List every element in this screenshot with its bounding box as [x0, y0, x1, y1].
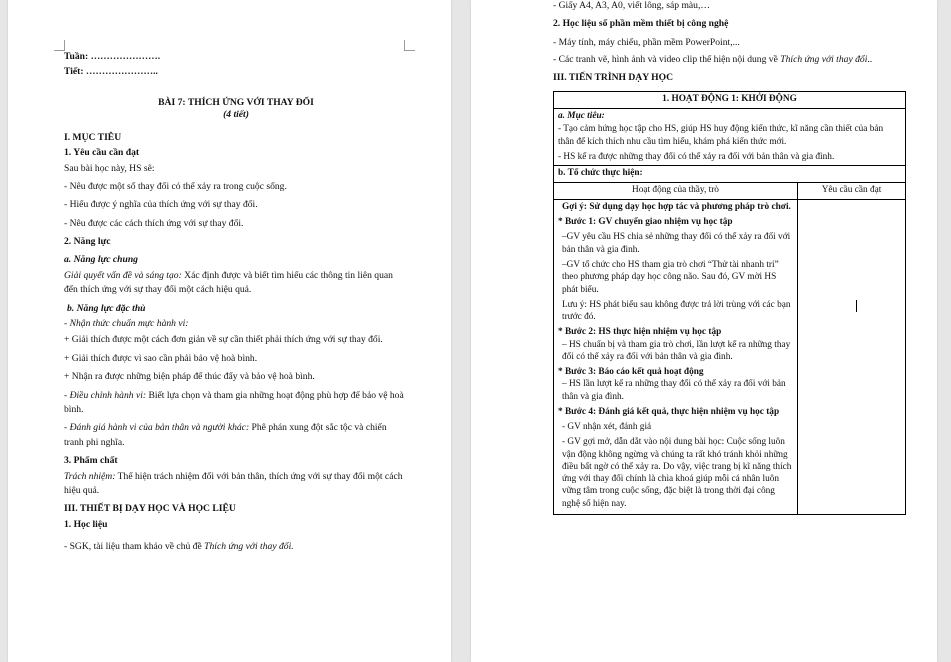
table-row [554, 108, 906, 165]
step-3-item: – HS lần lượt kể ra những thay đổi có thể xảy ra đối với bản thân và gia đình. [562, 379, 786, 402]
hint-text: Gợi ý: Sử dụng dạy học hợp tác và phương pháp trò chơi. [562, 201, 791, 212]
intro-text: Sau bài học này, HS sẽ: [64, 162, 155, 174]
behavior-adjust-body: Biết lựa chọn và tham gia những hoạt động phù hợp để bảo vệ hoà bình. [64, 389, 404, 415]
media-text [553, 54, 905, 66]
step-1-heading: * Bước 1: GV chuyển giao nhiệm vụ học tập [558, 217, 733, 228]
text-cursor [856, 300, 857, 312]
activity-title: 1. HOẠT ĐỘNG 1: KHỞI ĐỘNG [554, 92, 906, 109]
table-row [554, 92, 906, 109]
step-2-item: – HS chuẩn bị và tham gia trò chơi, lần lượt kể ra những thay đổi có thể xảy ra đối với bản thân và gia đình. [562, 339, 791, 362]
lesson-title: BÀI 7: THÍCH ỨNG VỚI THAY ĐỔI [158, 96, 314, 108]
heading-requirements: 1. Yêu cầu cần đạt [64, 147, 140, 159]
heading-teaching-process: III. TIẾN TRÌNH DẠY HỌC [553, 71, 674, 83]
awareness-item: + Giải thích được một cách đơn giản về sự cần thiết phải thích ứng với sự thay đổi. [64, 334, 383, 346]
document-page-1 [8, 0, 451, 662]
column-header-requirements: Yêu cầu cần đạt [798, 182, 906, 199]
awareness-label: - Nhận thức chuẩn mực hành vi: [64, 318, 189, 330]
goal-item: - Nêu được các cách thích ứng với sự thay đổi. [64, 217, 244, 229]
heading-equipment: III. THIẾT BỊ DẠY HỌC VÀ HỌC LIỆU [64, 503, 236, 515]
textbook-topic: Thích ứng với thay đổi. [204, 541, 294, 553]
table-header-row [554, 182, 906, 199]
objective-item: - HS kể ra được những thay đổi có thể xảy ra đối với bản thân và gia đình. [558, 151, 835, 162]
general-competency-text [64, 269, 408, 298]
behavior-evaluate-text [64, 421, 408, 450]
awareness-item: + Nhận ra được những biện pháp để thúc đẩy và bảo vệ hoà bình. [64, 371, 315, 383]
step-1-item: –GV yêu cầu HS chia sẻ những thay đổi có thể xảy ra đối với bản thân và gia đình. [562, 232, 791, 255]
behavior-adjust-label: - Điều chỉnh hành vi: [64, 389, 147, 401]
page-2-content [553, 0, 905, 515]
step-1-item: –GV tổ chức cho HS tham gia trò chơi “Thử tài nhanh trí” theo phương pháp dạy học công não. Sau đó, GV mời HS phát biểu. [562, 259, 779, 295]
responsibility-label: Trách nhiệm: [64, 470, 116, 482]
table-row [554, 199, 906, 514]
responsibility-text [64, 470, 408, 499]
activity-table [553, 91, 906, 515]
textbook-body: - SGK, tài liệu tham khảo về chủ đề [64, 541, 205, 553]
heading-competencies: 2. Năng lực [64, 236, 111, 248]
heading-qualities: 3. Phẩm chất [64, 455, 118, 467]
heading-specific-competency: b. Năng lực đặc thù [67, 302, 146, 314]
week-line: Tuần: …………………. [64, 51, 161, 62]
step-2-heading: * Bước 2: HS thực hiện nhiệm vụ học tập [558, 327, 722, 338]
media-body: - Các tranh vẽ, hình ảnh và video clip thể hiện nội dung về [553, 54, 781, 66]
organization-label: b. Tổ chức thực hiện: [554, 166, 906, 183]
step-4-item: - GV nhận xét, đánh giá [562, 422, 652, 433]
note-text: Lưu ý: HS phát biểu sau không được trả lời trùng với các bạn trước đó. [562, 299, 791, 323]
awareness-item: + Giải thích được vì sao cần phải bảo vệ hoà bình. [64, 352, 258, 364]
document-page-2 [471, 0, 937, 662]
heading-digital-materials: 2. Học liệu số phần mềm thiết bị công nghệ [553, 18, 729, 30]
heading-objectives: I. MỤC TIÊU [64, 131, 122, 143]
goal-item: - Nêu được một số thay đổi có thể xảy ra trong cuộc sống. [64, 180, 287, 192]
page-1-content [64, 50, 408, 558]
objective-item: - Tạo cảm hứng học tập cho HS, giúp HS huy động kiến thức, kĩ năng cần thiết của bản thân để kích thích nhu cầu tìm hiểu, khám phá kiến thức mới. [558, 124, 884, 147]
requirements-cell[interactable] [798, 199, 906, 514]
lesson-subtitle: (4 tiết) [223, 109, 249, 121]
general-competency-label: Giải quyết vấn đề và sáng tạo: [64, 269, 182, 281]
devices-text: - Máy tính, máy chiếu, phần mềm PowerPoint,... [553, 36, 740, 48]
behavior-evaluate-label: - Đánh giá hành vi của bản thân và người khác: [64, 422, 250, 434]
behavior-adjust-text [64, 389, 408, 418]
general-competency-body: Xác định được và biết tìm hiểu các thông tin liên quan đến thích ứng với sự thay đổi một cách hiệu quả. [64, 269, 393, 296]
lesson-period-line: Tiết: ………………….. [64, 66, 158, 78]
activities-cell [554, 199, 798, 514]
paper-supplies-text: - Giấy A4, A3, A0, viết lông, sáp màu,… [553, 0, 710, 11]
table-row [554, 166, 906, 183]
column-header-activities: Hoạt động của thầy, trò [554, 182, 798, 199]
textbook-text [64, 540, 408, 554]
step-4-item: - GV gợi mở, dẫn dắt vào nội dung bài học: Cuộc sống luôn vận động không ngừng và chúng ta rất khó tránh khỏi những điều bất ngờ có thể xảy ra. Do vậy, việc trang bị kĩ năng thích ứng với thay đổi chính là chìa khoá giúp mỗi cá nhân luôn vững tâm trong cuộc sống, đặc biệt là trong thời đại công nghệ số hiện nay. [562, 437, 792, 509]
step-3-heading: * Bước 3: Báo cáo kết quả hoạt động [558, 367, 704, 378]
objectives-cell [554, 108, 906, 165]
media-topic: Thích ứng với thay đổi [780, 54, 868, 66]
behavior-evaluate-body: Phê phán xung đột sắc tộc và chiến tranh phi nghĩa. [64, 422, 387, 448]
responsibility-body: Thể hiện trách nhiệm đối với bản thân, thích ứng với sự thay đổi một cách hiệu quả. [64, 470, 403, 496]
heading-materials: 1. Học liệu [64, 518, 108, 530]
heading-general-competency: a. Năng lực chung [64, 254, 138, 266]
step-4-heading: * Bước 4: Đánh giá kết quả, thực hiện nhiệm vụ học tập [558, 406, 780, 417]
goal-item: - Hiểu được ý nghĩa của thích ứng với sự thay đổi. [64, 199, 258, 211]
media-end: .. [867, 54, 873, 66]
objectives-label: a. Mục tiêu: [558, 110, 605, 121]
